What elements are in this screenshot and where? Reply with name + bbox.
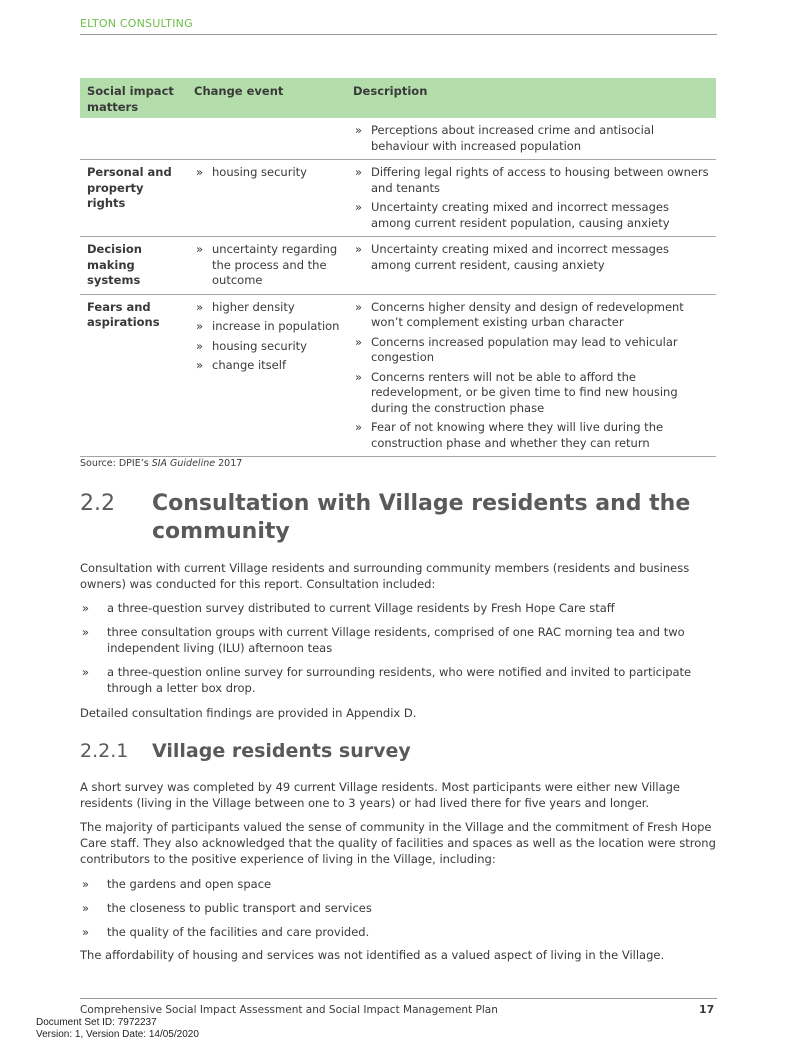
source-suffix: 2017: [215, 458, 243, 469]
table-row: [80, 294, 716, 457]
change-event-cell: [187, 160, 346, 237]
subsection-title: Village residents survey: [152, 740, 411, 762]
social-impact-table: [80, 78, 716, 457]
description-item-text: Uncertainty creating mixed and incorrect messages among current resident population, causing anxiety: [371, 200, 670, 230]
consultation-intro: Consultation with current Village residents and surrounding community members (residents and business owners) was conducted for this report. Consultation included:: [80, 561, 690, 591]
footer-divider: [80, 998, 717, 999]
bullet-marker: »: [355, 299, 363, 314]
change-event-item: [194, 339, 340, 355]
column-header-matters: Social impact matters: [80, 78, 187, 118]
bullet-marker: »: [196, 358, 204, 372]
survey-item-text: the quality of the facilities and care provided.: [107, 925, 370, 939]
change-event-item: [194, 358, 340, 374]
consultation-item: [80, 624, 716, 656]
description-item-text: Differing legal rights of access to housing between owners and tenants: [371, 165, 709, 195]
change-event-item-list: [194, 165, 340, 181]
bullet-marker: »: [196, 299, 204, 314]
description-item-text: Concerns increased population may lead to vehicular congestion: [371, 334, 678, 364]
change-event-cell: [187, 294, 346, 457]
description-item-text: Perceptions about increased crime and antisocial behaviour with increased population: [371, 123, 655, 153]
change-event-item-list: [194, 300, 340, 374]
footer-document-title: Comprehensive Social Impact Assessment and Social Impact Management Plan: [80, 1004, 498, 1016]
description-item: [353, 370, 710, 417]
description-cell: [346, 237, 716, 295]
page-number: 17: [699, 1003, 715, 1016]
bullet-marker: »: [82, 925, 90, 939]
survey-item: [80, 924, 716, 940]
bullet-marker: »: [196, 165, 204, 179]
consultation-closing: Detailed consultation findings are provided in Appendix D.: [80, 706, 417, 720]
document-version: Version: 1, Version Date: 14/05/2020: [36, 1029, 199, 1040]
description-item: [353, 123, 710, 154]
bullet-marker: »: [355, 420, 363, 434]
source-italic-title: SIA Guideline: [151, 458, 216, 469]
description-item-list: [353, 300, 710, 452]
change-event-item: [194, 300, 340, 316]
table-header-row: [80, 78, 716, 118]
description-cell: [346, 118, 716, 160]
impact-matter-cell: Decision making systems: [80, 237, 187, 295]
bullet-marker: »: [196, 319, 204, 333]
survey-item-text: the closeness to public transport and services: [107, 901, 372, 915]
description-item-list: [353, 123, 710, 154]
description-item: [353, 300, 710, 331]
change-event-item-text: increase in population: [212, 319, 340, 333]
description-item: [353, 242, 710, 273]
description-item-list: [353, 165, 710, 231]
subsection-heading-2-2-1: [80, 739, 411, 763]
survey-item: [80, 900, 716, 916]
survey-closing: The affordability of housing and services was not identified as a valued aspect of living in the Village.: [80, 948, 665, 962]
description-cell: [346, 294, 716, 457]
consultation-item: [80, 600, 716, 616]
description-item-text: Concerns renters will not be able to afford the redevelopment, or be given time to find new housing during the construction phase: [371, 369, 678, 415]
bullet-marker: »: [355, 123, 363, 137]
consultation-item-text: a three-question online survey for surrounding residents, who were notified and invited to participate through a letter box drop.: [107, 665, 692, 695]
consultation-item-text: three consultation groups with current Village residents, comprised of one RAC morning tea and two independent living (ILU) afternoon teas: [107, 625, 685, 655]
bullet-marker: »: [355, 242, 363, 256]
impact-matter-cell: [80, 118, 187, 160]
header-brand: ELTON CONSULTING: [80, 17, 193, 30]
section-title: Consultation with Village residents and the community: [152, 491, 691, 544]
subsection-number: 2.2.1: [80, 740, 129, 762]
description-item: [353, 200, 710, 231]
survey-paragraph-1: A short survey was completed by 49 current Village residents. Most participants were either new Village residents (living in the Village between one to 3 years) or had lived there for five years and longer.: [80, 780, 680, 810]
bullet-marker: »: [196, 242, 204, 256]
table-source-note: [80, 458, 242, 469]
survey-bullet-list: [80, 876, 716, 948]
bullet-marker: »: [82, 665, 90, 679]
bullet-marker: »: [355, 165, 363, 179]
bullet-marker: »: [355, 200, 363, 214]
bullet-marker: »: [82, 877, 90, 891]
description-item-text: Fear of not knowing where they will live during the construction phase and whether they can return: [371, 420, 664, 450]
change-event-cell: [187, 237, 346, 295]
change-event-item-text: higher density: [212, 299, 295, 314]
impact-matter-cell: Personal and property rights: [80, 160, 187, 237]
survey-item-text: the gardens and open space: [107, 877, 272, 891]
description-item-text: Uncertainty creating mixed and incorrect messages among current resident, causing anxiety: [371, 242, 669, 272]
change-event-item-list: [194, 242, 340, 289]
description-item: [353, 335, 710, 366]
bullet-marker: »: [196, 338, 204, 353]
change-event-cell: [187, 118, 346, 160]
table-row: [80, 160, 716, 237]
survey-paragraph-2: The majority of participants valued the sense of community in the Village and the commitment of Fresh Hope Care staff. They also acknowledged that the quality of facilities and spaces as well as the location were strong contributors to the positive experience of living in the Village, including:: [80, 820, 716, 866]
consultation-item: [80, 664, 716, 696]
section-heading-2-2: [80, 490, 720, 546]
bullet-marker: »: [82, 601, 90, 615]
bullet-marker: »: [355, 369, 363, 384]
change-event-item-text: uncertainty regarding the process and the outcome: [212, 242, 338, 287]
impact-matter-cell: Fears and aspirations: [80, 294, 187, 457]
consultation-bullet-list: [80, 600, 716, 704]
column-header-change-event: Change event: [187, 78, 346, 118]
source-prefix: Source: DPIE’s: [80, 458, 152, 469]
bullet-marker: »: [82, 901, 90, 915]
change-event-item-text: change itself: [212, 358, 286, 372]
description-item-text: Concerns higher density and design of redevelopment won’t complement existing urban character: [371, 299, 684, 329]
description-cell: [346, 160, 716, 237]
change-event-item: [194, 319, 340, 335]
description-item-list: [353, 242, 710, 273]
column-header-description: Description: [346, 78, 716, 118]
change-event-item: [194, 165, 340, 181]
change-event-item: [194, 242, 340, 289]
table-row: [80, 237, 716, 295]
description-item: [353, 165, 710, 196]
change-event-item-text: housing security: [212, 338, 307, 353]
section-number: 2.2: [80, 491, 115, 516]
table-body: [80, 118, 716, 457]
survey-item: [80, 876, 716, 892]
document-set-id: Document Set ID: 7972237: [36, 1017, 157, 1028]
description-item: [353, 420, 710, 451]
bullet-marker: »: [355, 334, 363, 349]
header-divider: [80, 34, 717, 35]
change-event-item-text: housing security: [212, 165, 307, 179]
table-row: [80, 118, 716, 160]
consultation-item-text: a three-question survey distributed to current Village residents by Fresh Hope Care staff: [107, 601, 615, 615]
bullet-marker: »: [82, 625, 90, 639]
